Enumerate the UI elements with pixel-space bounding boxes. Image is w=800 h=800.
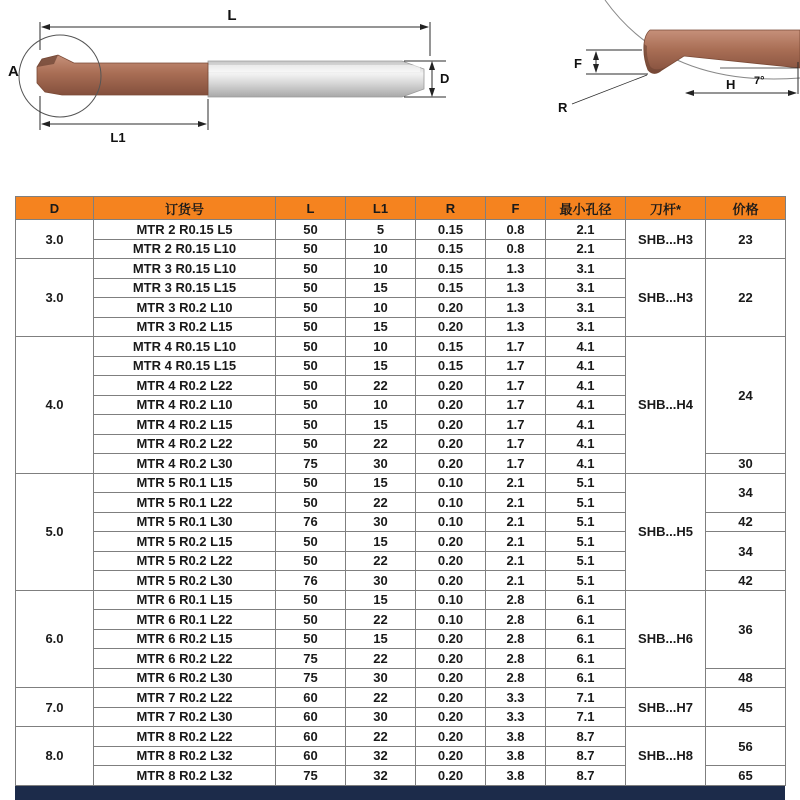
radius-cell: 0.20	[416, 415, 486, 435]
length-cell: 50	[276, 220, 346, 240]
min-bore-cell: 6.1	[546, 668, 626, 688]
header-order-no: 订货号	[94, 197, 276, 220]
length-cell: 76	[276, 512, 346, 532]
head-length-cell: 10	[346, 259, 416, 279]
price-cell: 48	[706, 668, 786, 688]
head-length-cell: 10	[346, 395, 416, 415]
head-length-cell: 30	[346, 571, 416, 591]
f-cell: 1.7	[486, 395, 546, 415]
shank-cell: SHB...H7	[626, 688, 706, 727]
radius-cell: 0.20	[416, 707, 486, 727]
radius-cell: 0.20	[416, 434, 486, 454]
radius-cell: 0.15	[416, 337, 486, 357]
head-length-cell: 15	[346, 532, 416, 552]
f-cell: 3.8	[486, 746, 546, 766]
length-cell: 50	[276, 356, 346, 376]
f-cell: 2.1	[486, 473, 546, 493]
radius-cell: 0.20	[416, 629, 486, 649]
f-cell: 2.8	[486, 668, 546, 688]
f-cell: 1.7	[486, 415, 546, 435]
length-cell: 75	[276, 668, 346, 688]
order-number-cell: MTR 8 R0.2 L32	[94, 766, 276, 786]
head-length-cell: 30	[346, 707, 416, 727]
length-cell: 75	[276, 766, 346, 786]
radius-cell: 0.20	[416, 571, 486, 591]
length-cell: 50	[276, 551, 346, 571]
dim-label-h: H	[726, 77, 736, 92]
tip-profile	[644, 30, 800, 74]
radius-cell: 0.10	[416, 590, 486, 610]
table-row	[16, 590, 786, 610]
head-length-cell: 30	[346, 454, 416, 474]
radius-cell: 0.15	[416, 239, 486, 259]
head-length-cell: 22	[346, 493, 416, 513]
diameter-cell: 5.0	[16, 473, 94, 590]
length-cell: 50	[276, 376, 346, 396]
order-number-cell: MTR 7 R0.2 L30	[94, 707, 276, 727]
radius-cell: 0.20	[416, 298, 486, 318]
min-bore-cell: 5.1	[546, 551, 626, 571]
price-cell: 34	[706, 473, 786, 512]
length-cell: 50	[276, 473, 346, 493]
min-bore-cell: 8.7	[546, 746, 626, 766]
min-bore-cell: 7.1	[546, 688, 626, 708]
diameter-cell: 4.0	[16, 337, 94, 474]
f-cell: 1.7	[486, 356, 546, 376]
min-bore-cell: 4.1	[546, 454, 626, 474]
order-number-cell: MTR 6 R0.2 L30	[94, 668, 276, 688]
order-number-cell: MTR 3 R0.15 L15	[94, 278, 276, 298]
length-cell: 60	[276, 688, 346, 708]
min-bore-cell: 2.1	[546, 220, 626, 240]
header-min-bore: 最小孔径	[546, 197, 626, 220]
price-cell: 45	[706, 688, 786, 727]
order-number-cell: MTR 5 R0.2 L22	[94, 551, 276, 571]
head-length-cell: 22	[346, 688, 416, 708]
head-length-cell: 22	[346, 727, 416, 747]
head-length-cell: 30	[346, 512, 416, 532]
shank-highlight	[208, 65, 420, 72]
f-cell: 1.3	[486, 259, 546, 279]
min-bore-cell: 7.1	[546, 707, 626, 727]
head-length-cell: 22	[346, 649, 416, 669]
f-cell: 2.8	[486, 629, 546, 649]
head-length-cell: 32	[346, 746, 416, 766]
length-cell: 60	[276, 727, 346, 747]
price-cell: 42	[706, 512, 786, 532]
radius-cell: 0.15	[416, 278, 486, 298]
min-bore-cell: 4.1	[546, 415, 626, 435]
f-cell: 3.8	[486, 766, 546, 786]
head-length-cell: 15	[346, 629, 416, 649]
shank-cell: SHB...H5	[626, 473, 706, 590]
header-f: F	[486, 197, 546, 220]
f-cell: 3.3	[486, 707, 546, 727]
order-number-cell: MTR 7 R0.2 L22	[94, 688, 276, 708]
order-number-cell: MTR 4 R0.2 L30	[94, 454, 276, 474]
price-cell: 24	[706, 337, 786, 454]
order-number-cell: MTR 6 R0.1 L22	[94, 610, 276, 630]
order-number-cell: MTR 6 R0.2 L15	[94, 629, 276, 649]
min-bore-cell: 4.1	[546, 356, 626, 376]
order-number-cell: MTR 2 R0.15 L5	[94, 220, 276, 240]
min-bore-cell: 4.1	[546, 434, 626, 454]
head-length-cell: 15	[346, 356, 416, 376]
f-cell: 2.1	[486, 571, 546, 591]
head-length-cell: 30	[346, 668, 416, 688]
head-length-cell: 15	[346, 590, 416, 610]
length-cell: 50	[276, 434, 346, 454]
min-bore-cell: 6.1	[546, 590, 626, 610]
f-cell: 2.1	[486, 512, 546, 532]
order-number-cell: MTR 3 R0.2 L15	[94, 317, 276, 337]
f-cell: 2.1	[486, 493, 546, 513]
f-cell: 2.8	[486, 610, 546, 630]
length-cell: 50	[276, 610, 346, 630]
order-number-cell: MTR 8 R0.2 L32	[94, 746, 276, 766]
head-length-cell: 10	[346, 298, 416, 318]
length-cell: 76	[276, 571, 346, 591]
min-bore-cell: 5.1	[546, 493, 626, 513]
head-length-cell: 15	[346, 278, 416, 298]
header-diameter: D	[16, 197, 94, 220]
dim-label-diameter: D	[440, 71, 450, 86]
length-cell: 50	[276, 317, 346, 337]
f-cell: 3.8	[486, 727, 546, 747]
head-length-cell: 15	[346, 473, 416, 493]
tool-head	[37, 55, 208, 95]
length-cell: 50	[276, 629, 346, 649]
radius-cell: 0.15	[416, 259, 486, 279]
min-bore-cell: 5.1	[546, 512, 626, 532]
f-cell: 2.8	[486, 649, 546, 669]
length-cell: 75	[276, 454, 346, 474]
order-number-cell: MTR 5 R0.2 L15	[94, 532, 276, 552]
head-length-cell: 10	[346, 337, 416, 357]
radius-cell: 0.20	[416, 395, 486, 415]
length-cell: 50	[276, 415, 346, 435]
table-row	[16, 727, 786, 747]
radius-cell: 0.20	[416, 688, 486, 708]
header-price: 价格	[706, 197, 786, 220]
min-bore-cell: 6.1	[546, 629, 626, 649]
table-row	[16, 473, 786, 493]
next-section-header-partial	[15, 786, 785, 800]
length-cell: 75	[276, 649, 346, 669]
order-number-cell: MTR 3 R0.15 L10	[94, 259, 276, 279]
head-length-cell: 10	[346, 239, 416, 259]
order-number-cell: MTR 4 R0.15 L15	[94, 356, 276, 376]
min-bore-cell: 6.1	[546, 649, 626, 669]
detail-label-a: A	[8, 63, 19, 80]
radius-cell: 0.20	[416, 727, 486, 747]
head-length-cell: 22	[346, 610, 416, 630]
f-cell: 1.3	[486, 317, 546, 337]
radius-cell: 0.10	[416, 493, 486, 513]
radius-cell: 0.10	[416, 473, 486, 493]
order-number-cell: MTR 6 R0.1 L15	[94, 590, 276, 610]
shank-cell: SHB...H4	[626, 337, 706, 474]
header-length: L	[276, 197, 346, 220]
radius-cell: 0.20	[416, 766, 486, 786]
radius-cell: 0.15	[416, 220, 486, 240]
f-cell: 1.7	[486, 376, 546, 396]
radius-cell: 0.15	[416, 356, 486, 376]
f-cell: 2.1	[486, 532, 546, 552]
min-bore-cell: 3.1	[546, 278, 626, 298]
order-number-cell: MTR 5 R0.1 L22	[94, 493, 276, 513]
table-row	[16, 337, 786, 357]
f-cell: 0.8	[486, 220, 546, 240]
length-cell: 50	[276, 493, 346, 513]
head-length-cell: 32	[346, 766, 416, 786]
radius-cell: 0.20	[416, 317, 486, 337]
head-length-cell: 22	[346, 551, 416, 571]
length-cell: 50	[276, 259, 346, 279]
order-number-cell: MTR 5 R0.1 L30	[94, 512, 276, 532]
price-cell: 42	[706, 571, 786, 591]
tool-tip-detail-diagram	[550, 0, 800, 140]
f-cell: 2.8	[486, 590, 546, 610]
header-row	[16, 197, 786, 220]
min-bore-cell: 2.1	[546, 239, 626, 259]
f-cell: 0.8	[486, 239, 546, 259]
length-cell: 60	[276, 746, 346, 766]
f-cell: 2.1	[486, 551, 546, 571]
order-number-cell: MTR 4 R0.2 L15	[94, 415, 276, 435]
min-bore-cell: 3.1	[546, 317, 626, 337]
order-number-cell: MTR 4 R0.2 L22	[94, 376, 276, 396]
min-bore-cell: 5.1	[546, 571, 626, 591]
header-shank: 刀杆*	[626, 197, 706, 220]
price-cell: 30	[706, 454, 786, 474]
min-bore-cell: 4.1	[546, 337, 626, 357]
head-length-cell: 15	[346, 415, 416, 435]
min-bore-cell: 5.1	[546, 532, 626, 552]
radius-cell: 0.20	[416, 376, 486, 396]
dim-label-nose-radius: R	[558, 100, 568, 115]
order-number-cell: MTR 3 R0.2 L10	[94, 298, 276, 318]
f-cell: 1.3	[486, 278, 546, 298]
order-number-cell: MTR 4 R0.15 L10	[94, 337, 276, 357]
f-cell: 1.3	[486, 298, 546, 318]
head-length-cell: 5	[346, 220, 416, 240]
min-bore-cell: 4.1	[546, 376, 626, 396]
price-cell: 34	[706, 532, 786, 571]
length-cell: 50	[276, 239, 346, 259]
dim-label-relief-angle: 7°	[754, 75, 765, 87]
f-cell: 1.7	[486, 454, 546, 474]
head-length-cell: 22	[346, 376, 416, 396]
shank-cell: SHB...H3	[626, 259, 706, 337]
dim-label-overall-length: L	[227, 7, 237, 24]
min-bore-cell: 8.7	[546, 727, 626, 747]
radius-cell: 0.10	[416, 512, 486, 532]
price-cell: 36	[706, 590, 786, 668]
min-bore-cell: 3.1	[546, 259, 626, 279]
tool-side-view-diagram	[0, 4, 460, 156]
order-number-cell: MTR 6 R0.2 L22	[94, 649, 276, 669]
diameter-cell: 3.0	[16, 220, 94, 259]
table-row	[16, 220, 786, 240]
length-cell: 60	[276, 707, 346, 727]
radius-cell: 0.10	[416, 610, 486, 630]
length-cell: 50	[276, 532, 346, 552]
technical-drawings	[0, 0, 800, 195]
head-length-cell: 15	[346, 317, 416, 337]
order-number-cell: MTR 8 R0.2 L22	[94, 727, 276, 747]
dim-label-tip-height: F	[574, 56, 582, 71]
length-cell: 50	[276, 395, 346, 415]
price-cell: 65	[706, 766, 786, 786]
price-cell: 23	[706, 220, 786, 259]
price-cell: 22	[706, 259, 786, 337]
diameter-cell: 3.0	[16, 259, 94, 337]
order-number-cell: MTR 5 R0.2 L30	[94, 571, 276, 591]
min-bore-cell: 8.7	[546, 766, 626, 786]
radius-cell: 0.20	[416, 668, 486, 688]
min-bore-cell: 3.1	[546, 298, 626, 318]
min-bore-cell: 6.1	[546, 610, 626, 630]
radius-cell: 0.20	[416, 532, 486, 552]
spec-table-body	[16, 220, 786, 786]
radius-cell: 0.20	[416, 551, 486, 571]
length-cell: 50	[276, 337, 346, 357]
shank-cell: SHB...H6	[626, 590, 706, 688]
order-number-cell: MTR 2 R0.15 L10	[94, 239, 276, 259]
min-bore-cell: 4.1	[546, 395, 626, 415]
spec-table	[15, 196, 786, 786]
diameter-cell: 8.0	[16, 727, 94, 786]
radius-cell: 0.20	[416, 454, 486, 474]
radius-cell: 0.20	[416, 649, 486, 669]
order-number-cell: MTR 4 R0.2 L10	[94, 395, 276, 415]
shank-cell: SHB...H8	[626, 727, 706, 786]
dim-label-head-length: L1	[110, 130, 126, 145]
length-cell: 50	[276, 278, 346, 298]
price-cell: 56	[706, 727, 786, 766]
radius-cell: 0.20	[416, 746, 486, 766]
min-bore-cell: 5.1	[546, 473, 626, 493]
spec-table-container	[15, 196, 785, 786]
diameter-cell: 6.0	[16, 590, 94, 688]
shank-cell: SHB...H3	[626, 220, 706, 259]
f-cell: 1.7	[486, 337, 546, 357]
table-row	[16, 259, 786, 279]
order-number-cell: MTR 4 R0.2 L22	[94, 434, 276, 454]
header-radius: R	[416, 197, 486, 220]
f-cell: 3.3	[486, 688, 546, 708]
order-number-cell: MTR 5 R0.1 L15	[94, 473, 276, 493]
table-row	[16, 688, 786, 708]
head-length-cell: 22	[346, 434, 416, 454]
header-head-length: L1	[346, 197, 416, 220]
length-cell: 50	[276, 590, 346, 610]
length-cell: 50	[276, 298, 346, 318]
diameter-cell: 7.0	[16, 688, 94, 727]
f-cell: 1.7	[486, 434, 546, 454]
